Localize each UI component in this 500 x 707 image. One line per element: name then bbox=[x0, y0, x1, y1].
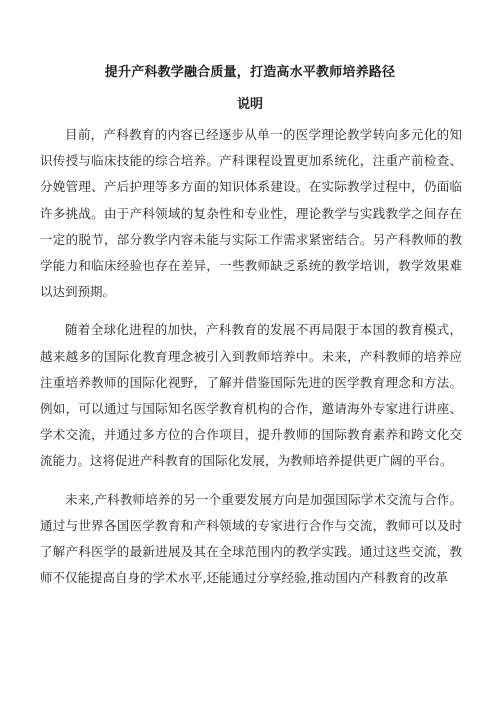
paragraph: 未来,产科教师培养的另一个重要发展方向是加强国际学术交流与合作。通过与世界各国医学教育和产科领域的专家进行合作与交流，教师可以及时了解产科医学的最新进展及其在全球范围内的教学实践。通过这些交流，教师不仅能提高自身的学术水平,还能通过分享经验,推动国内产科教育的改革 bbox=[40, 491, 462, 586]
paragraph: 目前，产科教育的内容已经逐步从单一的医学理论教学转向多元化的知识传授与临床技能的综合培养。产科课程设置更加系统化，注重产前检查、分娩管理、产后护理等多方面的知识体系建设。在实际教学过程中，仍面临许多挑战。由于产科领域的复杂性和专业性，理论教学与实践教学之间存在一定的脱节，部分教学内容未能与实际工作需求紧密结合。另产科教师的教学能力和临床经验也存在差异，一些教师缺乏系统的教学培训，教学效果难以达到预期。 bbox=[40, 127, 462, 300]
document-title: 提升产科教学融合质量，打造高水平教师培养路径 bbox=[104, 65, 396, 80]
paragraph: 随着全球化进程的加快，产科教育的发展不再局限于本国的教育模式，越来越多的国际化教育理念被引入到教师培养中。未来，产科教师的培养应注重培养教师的国际化视野，了解并借鉴国际先进的医学教育理念和方法。例如，可以通过与国际知名医学教育机构的合作，邀请海外专家进行讲座、学术交流，并通过多方位的合作项目，提升教师的国际教育素养和跨文化交流能力。这将促进产科教育的国际化发展，为教师培养提供更广阔的平台。 bbox=[40, 322, 462, 469]
document-subtitle: 说明 bbox=[236, 97, 263, 112]
document-body bbox=[40, 122, 462, 603]
